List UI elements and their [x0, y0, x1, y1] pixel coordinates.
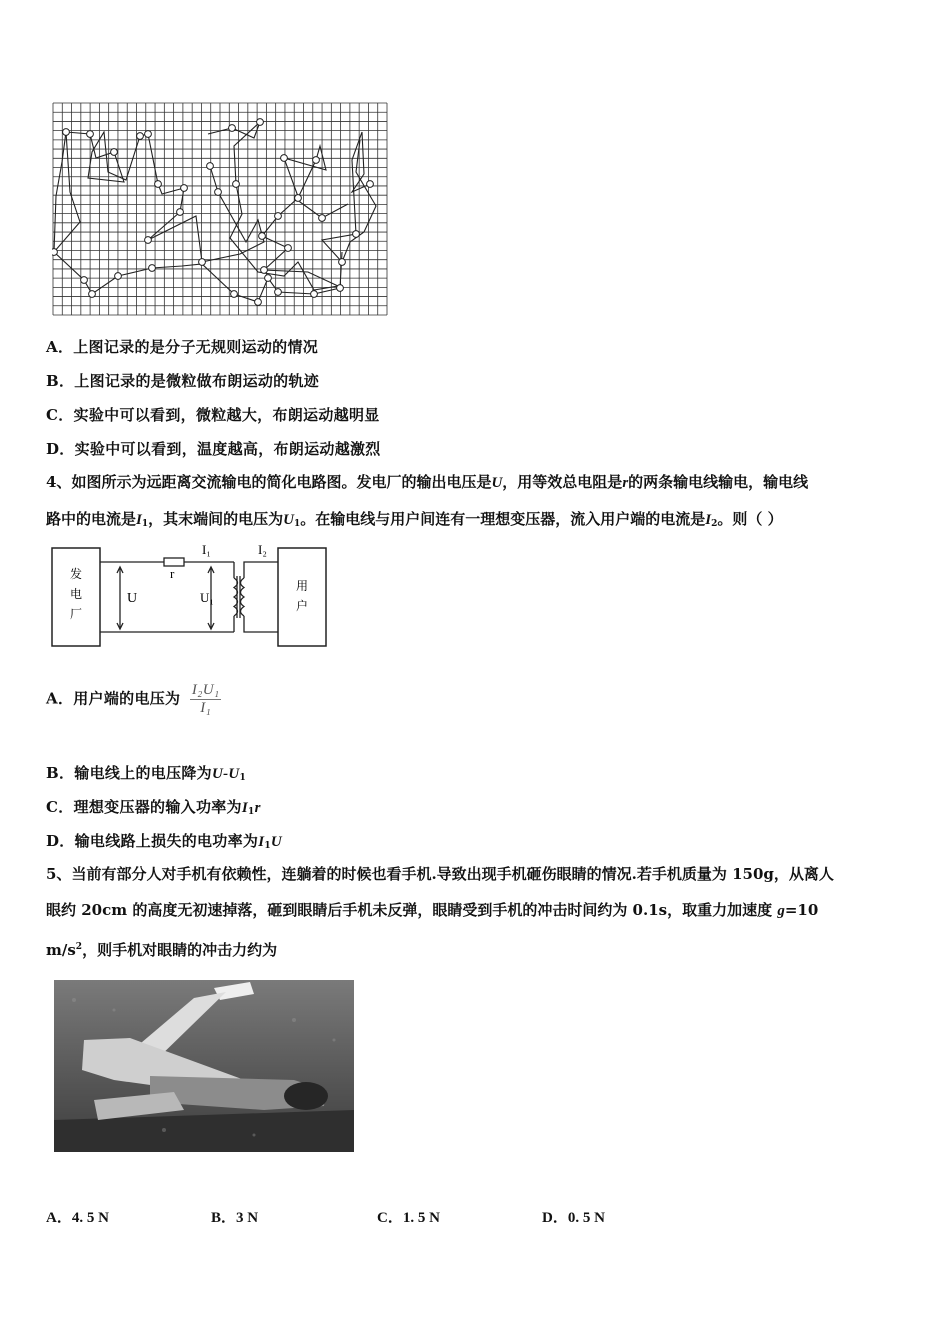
q4-stem: 4、如图所示为远距离交流输电的简化电路图。发电厂的输出电压是U，用等效总电阻是r的两条输电线输电，输电线 路中的电流是$I_1$，其末端间的电压为$U_1$。在输电线与用户间连有一理想变压器，流入用户端的电流是$I_2$。则（ ） — [46, 473, 809, 529]
particle-position — [285, 245, 292, 252]
q5-option-a[interactable]: A．4. 5 N — [46, 1210, 109, 1226]
plant-char: 发 — [69, 567, 83, 581]
person-lying-with-phone-photo — [54, 980, 354, 1152]
particle-position — [311, 291, 318, 298]
particle-position — [233, 181, 240, 188]
plant-char: 厂 — [69, 607, 83, 621]
particle-position — [81, 277, 88, 284]
option-text: 上图记录的是分子无规则运动的情况 — [73, 338, 319, 356]
option-text: 实验中可以看到，温度越高，布朗运动越激烈 — [74, 440, 381, 458]
plant-char: 电 — [69, 587, 83, 601]
particle-position — [337, 285, 344, 292]
option-letter: B． — [46, 372, 75, 390]
particle-position — [275, 289, 282, 296]
user-char: 户 — [295, 599, 309, 613]
label-I2: I₂ — [258, 542, 267, 557]
option-text: 用户端的电压为 — [73, 689, 181, 708]
q3-option-a[interactable] — [46, 336, 318, 357]
resistor-r — [164, 558, 184, 566]
particle-position — [231, 291, 238, 298]
particle-position — [145, 131, 152, 138]
particle-position — [155, 181, 162, 188]
particle-position — [255, 299, 262, 306]
option-text: 实验中可以看到，微粒越大，布朗运动越明显 — [73, 406, 380, 424]
power-transmission-circuit — [48, 538, 332, 652]
particle-position — [199, 259, 206, 266]
particle-trajectory — [322, 132, 376, 262]
particle-position — [63, 129, 70, 136]
label-U: U — [127, 591, 138, 606]
label-r: r — [170, 566, 175, 581]
particle-position — [275, 213, 282, 220]
particle-position — [295, 195, 302, 202]
particle-position — [89, 291, 96, 298]
particle-position — [207, 163, 214, 170]
q3-option-c[interactable] — [46, 404, 380, 425]
particle-position — [339, 259, 346, 266]
particle-position — [177, 209, 184, 216]
q3-option-b[interactable] — [46, 370, 319, 391]
option-letter: A． — [46, 338, 74, 356]
q5-option-c[interactable]: C．1. 5 N — [377, 1210, 440, 1226]
q4-option-b[interactable]: B．输电线上的电压降为$U-U_1$ — [46, 764, 247, 783]
particle-position — [229, 125, 236, 132]
particle-position — [137, 133, 144, 140]
particle-position — [115, 273, 122, 280]
q4-option-c[interactable]: C．理想变压器的输入功率为$I_1r$ — [46, 798, 261, 817]
q5-option-d[interactable]: D．0. 5 N — [542, 1210, 605, 1226]
particle-position — [87, 131, 94, 138]
particle-position — [367, 181, 374, 188]
q5-stem: 5、当前有部分人对手机有依赖性，连躺着的时候也看手机.导致出现手机砸伤眼睛的情况.若手机质量为 150g，从离人 眼约 20cm 的高度无初速掉落，砸到眼睛后手机未反弹，眼睛受到手机的冲击时间约为 0.1s，取重力加速度 g=10 $m/s^2$，则手机对眼睛的冲击力约为 — [46, 865, 834, 959]
user-char: 用 — [295, 579, 309, 593]
particle-position — [265, 275, 272, 282]
q3-option-d[interactable] — [46, 438, 381, 459]
q4-option-a[interactable] — [46, 682, 221, 717]
option-letter: A． — [46, 689, 74, 708]
q5-option-b[interactable]: B．3 N — [211, 1210, 259, 1226]
particle-position — [145, 237, 152, 244]
brownian-motion-figure — [52, 102, 388, 318]
particle-position — [353, 231, 360, 238]
option-text: 上图记录的是微粒做布朗运动的轨迹 — [74, 372, 320, 390]
particle-position — [319, 215, 326, 222]
particle-position — [313, 157, 320, 164]
particle-position — [261, 267, 268, 274]
particle-position — [111, 149, 118, 156]
particle-position — [181, 185, 188, 192]
particle-position — [281, 155, 288, 162]
option-letter: C． — [46, 406, 74, 424]
particle-position — [259, 233, 266, 240]
user-box — [278, 548, 326, 646]
head — [284, 1082, 328, 1110]
particle-position — [149, 265, 156, 272]
label-I1: I₁ — [202, 542, 211, 557]
particle-position — [52, 249, 57, 256]
q4-option-d[interactable]: D．输电线路上损失的电功率为$I_1U$ — [46, 832, 283, 851]
particle-trajectory — [54, 132, 80, 252]
particle-position — [257, 119, 264, 126]
particle-position — [215, 189, 222, 196]
label-U1: U₁ — [200, 590, 214, 605]
option-letter: D． — [46, 440, 75, 458]
particle-trajectory — [54, 132, 66, 252]
voltage-fraction: $\frac{\text{I₂U₁}}{\text{I₁}}$ — [191, 682, 220, 716]
